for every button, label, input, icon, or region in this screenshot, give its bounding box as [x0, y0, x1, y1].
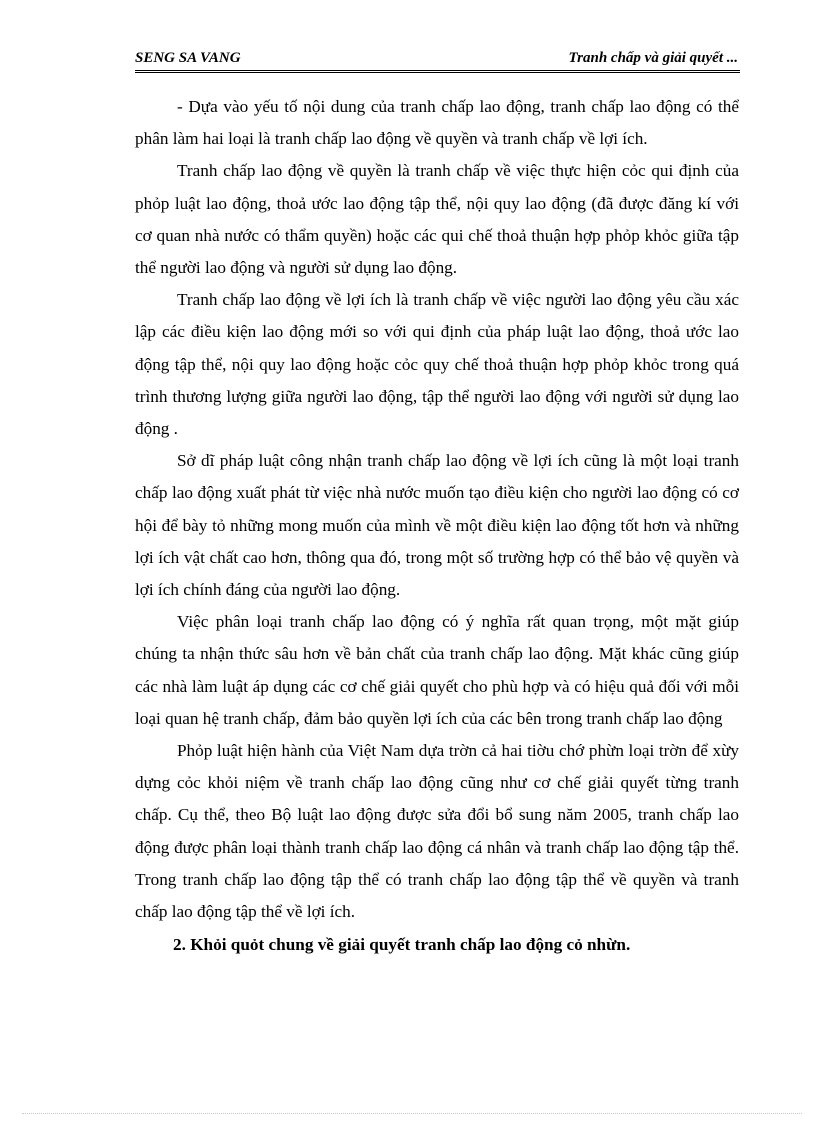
running-header: [135, 50, 740, 73]
paragraph-recognition-reason: Sở dĩ pháp luật công nhận tranh chấp lao động về lợi ích cũng là một loại tranh chấp lao động xuất phát từ việc nhà nước muốn tạo điều kiện cho người lao động có cơ hội để bày tỏ những mong muốn của mình về một điều kiện lao động tốt hơn và những lợi ích vật chất cao hơn, thông qua đó, trong một số trường hợp có thể bảo vệ quyền và lợi ích chính đáng của người lao động.: [135, 451, 739, 600]
paragraph-current-law: Phỏp luật hiện hành của Việt Nam dựa trờn cả hai tiờu chớ phừn loại trờn để xừy dựng cỏc khỏi niệm về tranh chấp lao động cũng như cơ chế giải quyết từng tranh chấp. Cụ thể, theo Bộ luật lao động được sửa đổi bổ sung năm 2005, tranh chấp lao động được phân loại thành tranh chấp lao động cá nhân và tranh chấp lao động tập thể. Trong tranh chấp lao động tập thể có tranh chấp lao động tập thể về quyền và tranh chấp lao động tập thể về lợi ích.: [135, 741, 739, 922]
section-heading: 2. Khỏi quỏt chung về giải quyết tranh chấp lao động cỏ nhừn.: [173, 935, 631, 955]
paragraph-rights-dispute: Tranh chấp lao động về quyền là tranh chấp về việc thực hiện cỏc qui định của phỏp luật lao động, thoả ước lao động tập thể, nội quy lao động (đã được đăng kí với cơ quan nhà nước có thẩm quyền) hoặc các qui chế thoả thuận hợp phỏp khỏc giữa tập thể người lao động và người sử dụng lao động.: [135, 161, 739, 278]
paragraph-classification-importance: Việc phân loại tranh chấp lao động có ý nghĩa rất quan trọng, một mặt giúp chúng ta nhận thức sâu hơn về bản chất của tranh chấp lao động. Mặt khác cũng giúp các nhà làm luật áp dụng các cơ chế giải quyết cho phù hợp và có hiệu quả đối với mỗi loại quan hệ tranh chấp, đảm bảo quyền lợi ích của các bên trong tranh chấp lao động: [135, 612, 739, 728]
paragraph-interest-dispute: Tranh chấp lao động về lợi ích là tranh chấp về việc người lao động yêu cầu xác lập các điều kiện lao động mới so với qui định của pháp luật lao động, thoả ước lao động tập thể, nội quy lao động hoặc cỏc quy chế thoả thuận hợp phỏp khỏc trong quá trình thương lượng giữa người lao động, tập thể người lao động với người sử dụng lao động .: [135, 290, 739, 439]
footer-divider: [22, 1113, 802, 1114]
header-author: SENG SA VANG: [135, 50, 241, 66]
document-body: [135, 91, 739, 961]
header-title: Tranh chấp và giải quyết ...: [568, 50, 738, 66]
paragraph-classification-by-content: - Dựa vào yếu tố nội dung của tranh chấp lao động, tranh chấp lao động có thể phân làm hai loại là tranh chấp lao động về quyền và tranh chấp về lợi ích.: [135, 97, 739, 149]
